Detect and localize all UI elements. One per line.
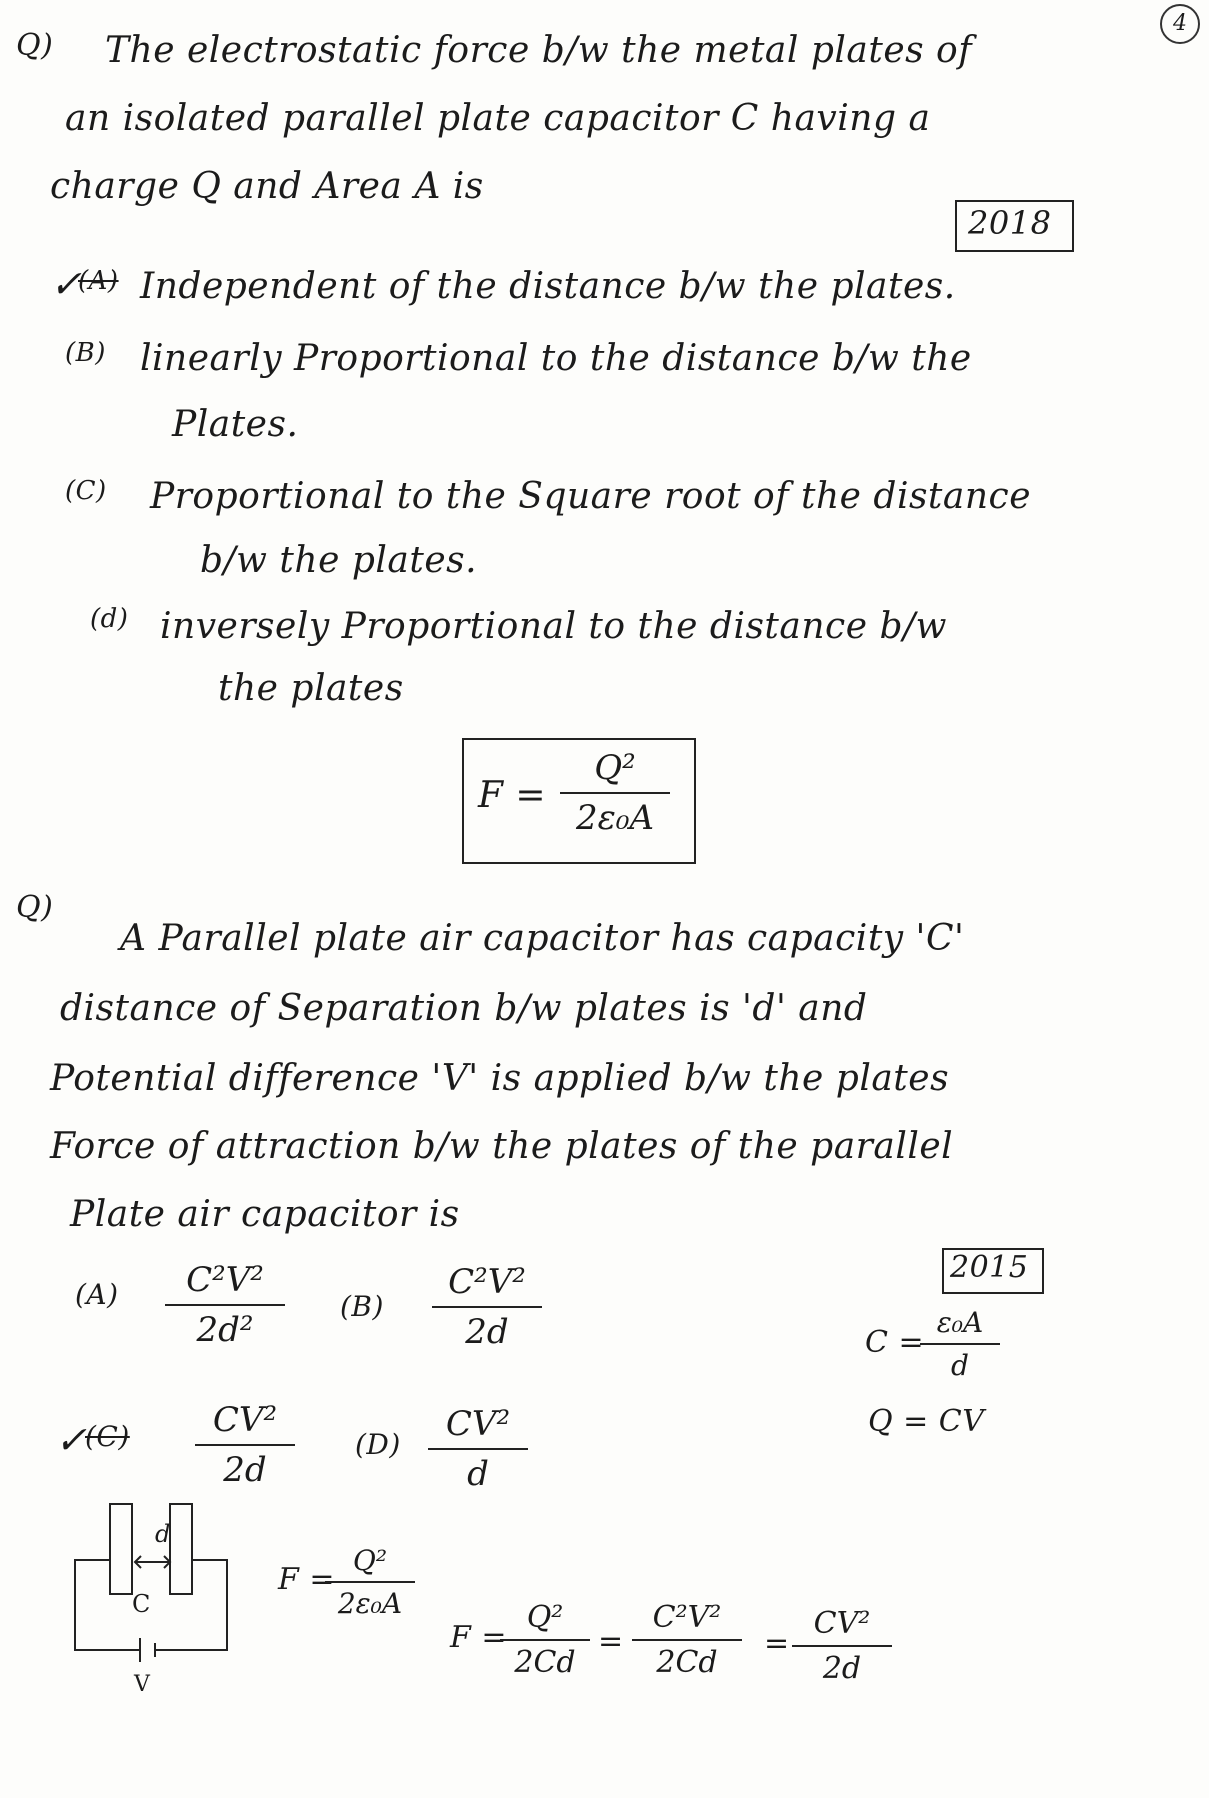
q2-option-b-label: (B)	[340, 1290, 384, 1323]
q1-option-a-label: (A)	[78, 266, 119, 296]
q2-option-a-num: C²V²	[186, 1260, 264, 1300]
q2-option-d-num: CV²	[445, 1404, 511, 1444]
fraction-bar	[432, 1306, 542, 1308]
q1-formula-lhs: F =	[478, 775, 547, 816]
q2-option-d-label: (D)	[355, 1428, 401, 1461]
fraction-bar	[792, 1645, 892, 1647]
q2-option-a-fraction	[165, 1260, 285, 1350]
q1-option-b-text: linearly Proportional to the distance b/w the	[140, 338, 972, 379]
work-eq-2: =	[764, 1626, 790, 1661]
q-formula: Q = CV	[868, 1404, 985, 1439]
c-formula-den: d	[951, 1349, 969, 1382]
c-formula-fraction	[920, 1306, 1000, 1382]
q1-line-2: an isolated parallel plate capacitor C having a	[65, 98, 931, 139]
q1-formula-num: Q²	[594, 748, 636, 788]
fraction-bar	[500, 1639, 590, 1641]
q1-option-c-text: Proportional to the Square root of the distance	[150, 476, 1032, 517]
fraction-bar	[428, 1448, 528, 1450]
work-f2-den: 2Cd	[514, 1645, 576, 1680]
fraction-bar	[325, 1581, 415, 1583]
q2-line-5: Plate air capacitor is	[70, 1194, 460, 1235]
q1-option-b-label: (B)	[65, 338, 106, 368]
work-f1-num: Q²	[352, 1544, 388, 1577]
fraction-bar	[165, 1304, 285, 1306]
work-f4-num: CV²	[813, 1606, 871, 1641]
q2-option-c-den: 2d	[223, 1450, 267, 1490]
q1-line-1: The electrostatic force b/w the metal plates of	[105, 30, 973, 71]
q1-year: 2018	[968, 204, 1052, 242]
work-f1-fraction	[325, 1544, 415, 1620]
q1-option-d-cont: the plates	[218, 668, 404, 709]
fraction-bar	[560, 792, 670, 794]
fraction-bar	[195, 1444, 295, 1446]
q1-line-3: charge Q and Area A is	[50, 166, 484, 207]
q2-option-c-label: (C)	[85, 1420, 130, 1453]
q2-line-3: Potential difference 'V' is applied b/w the plates	[50, 1058, 950, 1099]
work-f2-lhs: F =	[450, 1620, 507, 1655]
diagram-label-v: V	[134, 1672, 151, 1697]
q2-option-a-den: 2d²	[196, 1310, 254, 1350]
q2-marker: Q)	[16, 890, 54, 925]
work-eq-1: =	[598, 1624, 624, 1659]
work-f1-lhs: F =	[278, 1562, 335, 1597]
page-number: 4	[1160, 4, 1200, 44]
q1-formula-fraction	[560, 748, 670, 838]
work-f3-num: C²V²	[652, 1600, 722, 1635]
q2-option-d-den: d	[467, 1454, 489, 1494]
fraction-bar	[920, 1343, 1000, 1345]
q1-option-c-label: (C)	[65, 476, 107, 506]
q1-formula-den: 2ε₀A	[575, 798, 655, 838]
q2-option-b-num: C²V²	[448, 1262, 526, 1302]
work-f2-num: Q²	[526, 1600, 564, 1635]
c-formula-num: ε₀A	[936, 1306, 984, 1339]
q2-option-d-fraction	[428, 1404, 528, 1494]
q1-option-d-label: (d)	[90, 604, 129, 634]
q1-option-b-cont: Plates.	[172, 404, 299, 445]
work-f4-den: 2d	[822, 1651, 862, 1686]
q1-option-d-text: inversely Proportional to the distance b/w	[160, 606, 947, 647]
q2-option-b-fraction	[432, 1262, 542, 1352]
work-f1-den: 2ε₀A	[337, 1587, 403, 1620]
q2-option-c-num: CV²	[212, 1400, 278, 1440]
q2-year: 2015	[950, 1250, 1029, 1285]
q1-option-a-text: Independent of the distance b/w the plates.	[140, 266, 956, 307]
work-f4-fraction	[792, 1606, 892, 1686]
q2-option-c-fraction	[195, 1400, 295, 1490]
fraction-bar	[632, 1639, 742, 1641]
q2-option-b-den: 2d	[465, 1312, 509, 1352]
diagram-label-d: d	[155, 1520, 171, 1548]
q2-line-1: A Parallel plate air capacitor has capacity 'C'	[120, 918, 965, 959]
q2-line-4: Force of attraction b/w the plates of the parallel	[50, 1126, 954, 1167]
work-f3-den: 2Cd	[656, 1645, 718, 1680]
q1-answer-tick: ✓	[50, 262, 82, 306]
q2-line-2: distance of Separation b/w plates is 'd' and	[60, 988, 868, 1029]
q1-option-c-cont: b/w the plates.	[200, 540, 478, 581]
work-f2-fraction	[500, 1600, 590, 1680]
work-f3-fraction	[632, 1600, 742, 1680]
q2-option-a-label: (A)	[75, 1278, 119, 1311]
q2-answer-tick: ✓	[55, 1418, 87, 1462]
c-formula-lhs: C =	[865, 1325, 925, 1360]
q1-marker: Q)	[16, 28, 54, 63]
diagram-label-c: C	[132, 1590, 151, 1618]
